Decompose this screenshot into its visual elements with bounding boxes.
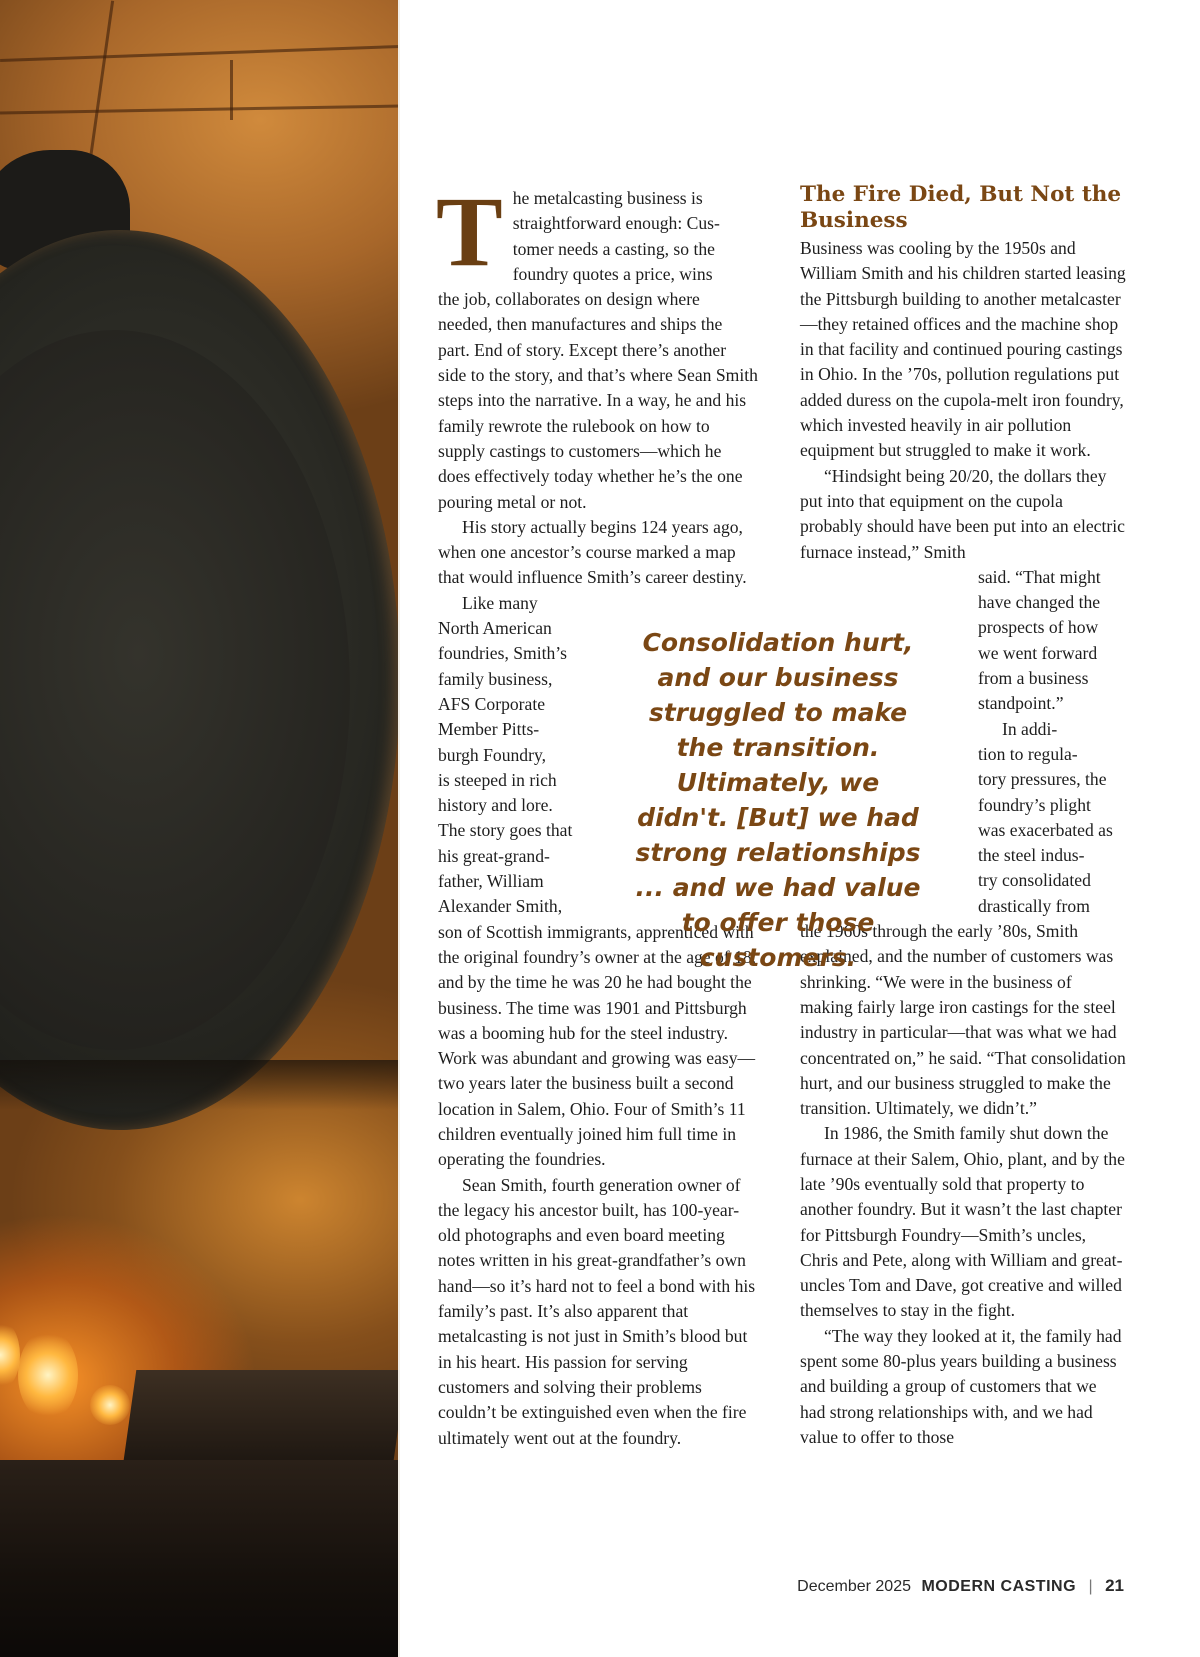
pull-quote: Consolidation hurt, and our business struggled to make the transition. Ultimately, we didn't. [But] we had strong relationships ... and we had value to offer those customers. — [635, 628, 921, 972]
text-line: drastically from — [978, 895, 1090, 916]
text-line: The story goes that — [438, 820, 573, 841]
text-line: have changed the — [978, 592, 1101, 613]
molten-glow — [0, 1320, 20, 1390]
section-subhead: The Fire Died, But Not the Business — [800, 182, 1122, 233]
footer-separator: | — [1088, 1578, 1093, 1595]
paragraph: Sean Smith, fourth generation owner of the legacy his ancestor built, has 100-year-old photographs and even board meeting notes written in his great-grandfather’s own hand—so it’s hard not to feel a bond with his family’s past. It’s also apparent that metalcasting is not just in Smith’s blood but in his heart. His passion for serving customers and solving their problems couldn’t be extinguished even when the fire ultimately went out at the foundry. — [438, 1174, 756, 1448]
text-line: tomer needs a casting, so the — [512, 238, 715, 259]
text-line: Like many — [462, 592, 538, 613]
text-line: we went forward — [978, 642, 1098, 663]
text-line: tory pressures, the — [978, 769, 1107, 790]
narrow-paragraph — [438, 591, 598, 920]
brick-mortar — [0, 105, 400, 115]
paragraph: Business was cooling by the 1950s and William Smith and his children started leasing the Pittsburgh building to another metalcaster—they retained offices and the machine shop in that facility and continued pouring castings in Ohio. In the ’70s, pollution regulations put added duress on the cupola-melt iron foundry, which invested heavily in air pollution equipment but struggled to make it work. — [800, 238, 1126, 461]
molten-glow — [18, 1330, 78, 1420]
text-line: his great-grand- — [438, 845, 550, 866]
text-line: said. “That might — [978, 566, 1101, 587]
mold-base — [0, 1460, 400, 1657]
brick-mortar — [0, 45, 400, 62]
text-line: he metalcasting business is — [512, 188, 703, 208]
magazine-name: MODERN CASTING — [921, 1578, 1077, 1595]
paragraph: the job, collaborates on design where needed, then manufactures and ships the part. End of story. Except there’s another side to the story, and that’s where Sean Smith steps into the narrative. In a way, he and his family rewrote the rulebook on how to supply castings to customers—which he does effectively today whether he’s the one pouring metal or not. — [438, 289, 758, 512]
text-line: foundry quotes a price, wins — [512, 263, 713, 284]
brick-mortar — [89, 1, 114, 160]
text-line: was exacerbated as — [978, 819, 1113, 840]
text-line: foundry’s plight — [978, 794, 1091, 815]
text-line: standpoint.” — [978, 693, 1064, 714]
drop-cap: T — [436, 176, 503, 287]
paragraph: “Hindsight being 20/20, the dollars they put into that equipment on the cupola probably should have been put into an electric furnace instead,” Smith — [800, 465, 1125, 562]
text-line: try consolidated — [978, 870, 1091, 891]
text-line: Member Pitts- — [438, 719, 540, 740]
brick-mortar — [230, 60, 233, 120]
mold-block — [124, 1370, 400, 1460]
text-line: North American — [438, 618, 552, 639]
paragraph: son of Scottish immigrants, apprenticed with the original foundry’s owner at the age of 18, and by the time he was 20 he had bought the business. The time was 1901 and Pittsburgh was a booming hub for the steel industry. Work was abundant and growing was easy—two years later the business built a second location in Salem, Ohio. Four of Smith’s 11 children eventually joined him full time in operating the foundries. — [438, 921, 757, 1170]
text-line: family business, — [438, 668, 553, 689]
text-line: foundries, Smith’s — [438, 643, 568, 664]
paragraph: “The way they looked at it, the family had spent some 80-plus years building a business and building a group of customers that we had strong relationships with, and we had value to offer to those — [800, 1325, 1122, 1447]
narrow-paragraph — [978, 717, 1126, 919]
text-line: prospects of how — [978, 617, 1099, 638]
molten-glow — [90, 1385, 130, 1425]
page-number: 21 — [1105, 1576, 1124, 1595]
text-line: is steeped in rich — [438, 769, 557, 790]
text-line: AFS Corporate — [438, 693, 546, 714]
narrow-paragraph — [978, 565, 1126, 717]
paragraph: His story actually begins 124 years ago, when one ancestor’s course marked a map that would influence Smith’s career destiny. — [438, 516, 747, 588]
text-line: from a business — [978, 668, 1089, 689]
text-line: history and lore. — [438, 795, 553, 816]
page-footer — [797, 1576, 1124, 1596]
text-line: tion to regula- — [978, 743, 1078, 764]
paragraph: the 1960s through the early ’80s, Smith explained, and the number of customers was shrinking. “We were in the business of making fairly large iron castings for the steel industry in particular—that was what we had concentrated on,” he said. “That consolidation hurt, and our business struggled to make the transition. Ultimately, we didn’t.” — [800, 921, 1126, 1119]
text-line: straightforward enough: Cus- — [512, 213, 720, 234]
text-line: Alexander Smith, — [438, 896, 563, 917]
foundry-photo — [0, 0, 400, 1657]
text-line: father, William — [438, 871, 544, 892]
issue-date: December 2025 — [797, 1578, 911, 1595]
text-line: In addi- — [1002, 718, 1058, 739]
pan-shadow — [0, 1060, 400, 1110]
photo-edge — [398, 0, 400, 1657]
text-line: burgh Foundry, — [438, 744, 547, 765]
text-line: the steel indus- — [978, 845, 1085, 866]
paragraph: In 1986, the Smith family shut down the furnace at their Salem, Ohio, plant, and by the late ’90s eventually sold that property to another foundry. But it wasn’t the last chapter for Pittsburgh Foundry—Smith’s uncles, Chris and Pete, along with William and great-uncles Tom and Dave, got creative and willed themselves to stay in the fight. — [800, 1123, 1125, 1321]
